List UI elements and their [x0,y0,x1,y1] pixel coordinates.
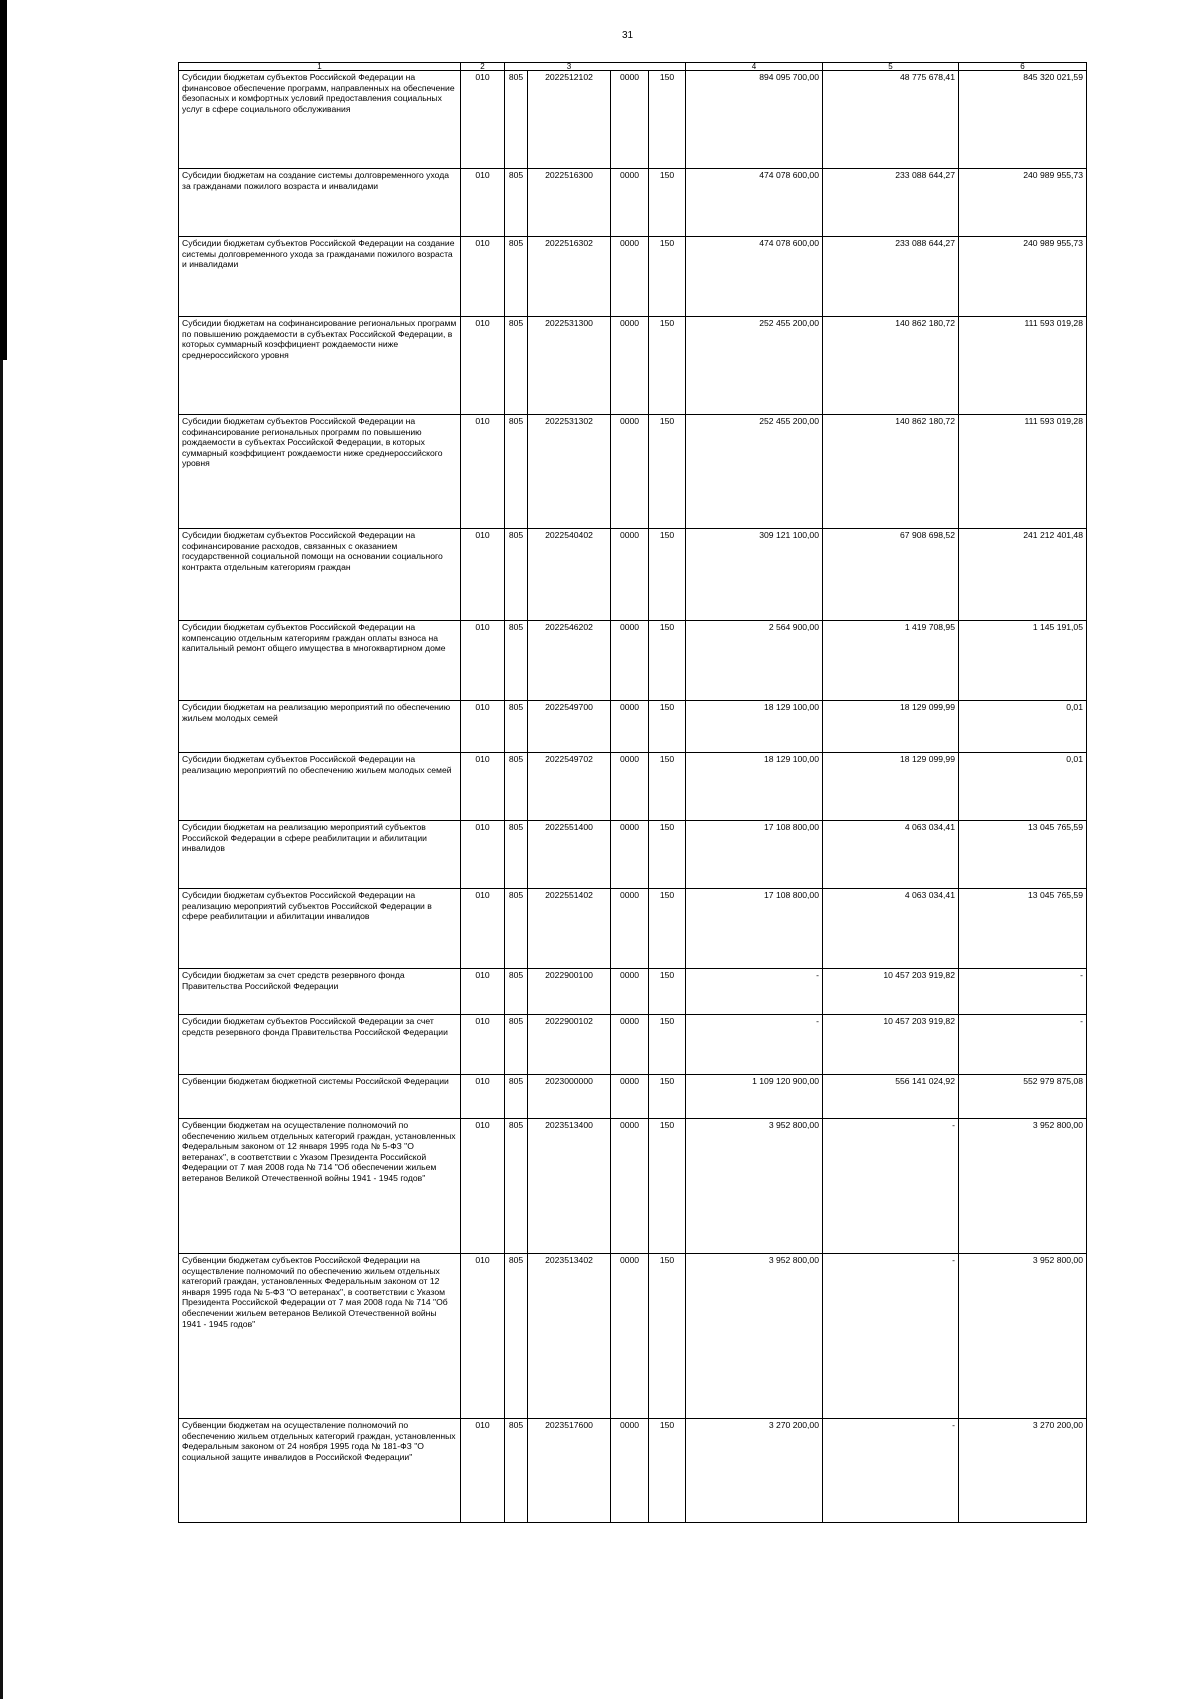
row-budget-code: 2023517600 [528,1419,611,1523]
table-row [179,821,1087,889]
row-sub-code: 805 [505,621,528,701]
row-remaining-amount: 111 593 019,28 [959,415,1087,529]
table-row [179,529,1087,621]
row-executed-amount: 1 419 708,95 [823,621,959,701]
row-remaining-amount: 0,01 [959,753,1087,821]
row-budget-code: 2022900100 [528,969,611,1015]
budget-table [178,62,1087,1523]
row-program-code: 0000 [611,889,649,969]
page-number: 31 [622,30,634,41]
row-sub-code: 805 [505,169,528,237]
row-budget-code: 2023513402 [528,1254,611,1419]
table-row [179,1419,1087,1523]
row-sub-code: 805 [505,1075,528,1119]
row-program-code: 0000 [611,1419,649,1523]
row-kind-code: 150 [649,1015,686,1075]
table-row [179,1075,1087,1119]
row-kind-code: 150 [649,1075,686,1119]
row-sub-code: 805 [505,1015,528,1075]
row-executed-amount: 4 063 034,41 [823,889,959,969]
table-row [179,415,1087,529]
row-kind-code: 150 [649,1419,686,1523]
row-admin-code: 010 [461,889,505,969]
row-admin-code: 010 [461,169,505,237]
header-row [179,63,1087,71]
row-program-code: 0000 [611,71,649,169]
table-row [179,71,1087,169]
row-planned-amount: 474 078 600,00 [686,169,823,237]
row-remaining-amount: 240 989 955,73 [959,169,1087,237]
row-executed-amount: 233 088 644,27 [823,237,959,317]
row-remaining-amount: 3 270 200,00 [959,1419,1087,1523]
row-executed-amount: 18 129 099,99 [823,753,959,821]
header-col-2: 2 [461,63,505,71]
row-planned-amount: 3 952 800,00 [686,1119,823,1254]
row-planned-amount: 894 095 700,00 [686,71,823,169]
row-budget-code: 2022516300 [528,169,611,237]
row-kind-code: 150 [649,701,686,753]
row-executed-amount: - [823,1119,959,1254]
table-row [179,969,1087,1015]
row-executed-amount: 556 141 024,92 [823,1075,959,1119]
header-col-5: 5 [823,63,959,71]
row-sub-code: 805 [505,753,528,821]
row-executed-amount: 140 862 180,72 [823,415,959,529]
row-remaining-amount: 13 045 765,59 [959,821,1087,889]
row-budget-code: 2022549702 [528,753,611,821]
header-col-3-spacer [611,63,649,71]
row-admin-code: 010 [461,317,505,415]
table-row [179,169,1087,237]
row-remaining-amount: 3 952 800,00 [959,1119,1087,1254]
table-row [179,621,1087,701]
row-program-code: 0000 [611,1015,649,1075]
row-program-code: 0000 [611,701,649,753]
row-planned-amount: 17 108 800,00 [686,821,823,889]
row-budget-code: 2023000000 [528,1075,611,1119]
row-remaining-amount: - [959,1015,1087,1075]
row-remaining-amount: - [959,969,1087,1015]
table-row [179,237,1087,317]
row-budget-code: 2022551400 [528,821,611,889]
row-description: Субвенции бюджетам бюджетной системы Российской Федерации [179,1075,461,1119]
table-row [179,317,1087,415]
row-description: Субсидии бюджетам на софинансирование региональных программ по повышению рождаемости в субъектах Российской Федерации, в которых суммарный коэффициент рождаемости ниже среднероссийского уровня [179,317,461,415]
row-sub-code: 805 [505,701,528,753]
row-admin-code: 010 [461,237,505,317]
row-sub-code: 805 [505,71,528,169]
row-executed-amount: 18 129 099,99 [823,701,959,753]
row-sub-code: 805 [505,237,528,317]
row-kind-code: 150 [649,317,686,415]
row-kind-code: 150 [649,529,686,621]
row-admin-code: 010 [461,1419,505,1523]
row-admin-code: 010 [461,1075,505,1119]
table-row [179,889,1087,969]
row-budget-code: 2022516302 [528,237,611,317]
row-admin-code: 010 [461,821,505,889]
table-row [179,1015,1087,1075]
header-col-6: 6 [959,63,1087,71]
row-sub-code: 805 [505,969,528,1015]
row-planned-amount: 474 078 600,00 [686,237,823,317]
row-program-code: 0000 [611,317,649,415]
row-budget-code: 2022551402 [528,889,611,969]
row-remaining-amount: 13 045 765,59 [959,889,1087,969]
row-remaining-amount: 552 979 875,08 [959,1075,1087,1119]
row-description: Субсидии бюджетам на реализацию мероприятий субъектов Российской Федерации в сфере реабилитации и абилитации инвалидов [179,821,461,889]
row-planned-amount: 2 564 900,00 [686,621,823,701]
row-planned-amount: 17 108 800,00 [686,889,823,969]
row-description: Субсидии бюджетам субъектов Российской Федерации за счет средств резервного фонда Правительства Российской Федерации [179,1015,461,1075]
row-admin-code: 010 [461,1015,505,1075]
row-program-code: 0000 [611,621,649,701]
row-admin-code: 010 [461,529,505,621]
row-description: Субвенции бюджетам на осуществление полномочий по обеспечению жильем отдельных категорий граждан, установленных Федеральным законом от 12 января 1995 года № 5-ФЗ "О ветеранах", в соответствии с Указом Президента Российской Федерации от 7 мая 2008 года № 714 "Об обеспечении жильем ветеранов Великой Отечественной войны 1941 - 1945 годов" [179,1119,461,1254]
row-sub-code: 805 [505,821,528,889]
row-kind-code: 150 [649,821,686,889]
row-sub-code: 805 [505,415,528,529]
row-kind-code: 150 [649,753,686,821]
row-remaining-amount: 0,01 [959,701,1087,753]
table-row [179,1119,1087,1254]
row-description: Субсидии бюджетам субъектов Российской Федерации на софинансирование расходов, связанных с оказанием государственной социальной помощи на основании социального контракта отдельным категориям граждан [179,529,461,621]
row-program-code: 0000 [611,169,649,237]
row-program-code: 0000 [611,529,649,621]
table-row [179,753,1087,821]
row-description: Субсидии бюджетам на создание системы долговременного ухода за гражданами пожилого возраста и инвалидами [179,169,461,237]
row-executed-amount: 140 862 180,72 [823,317,959,415]
row-admin-code: 010 [461,969,505,1015]
row-program-code: 0000 [611,1254,649,1419]
row-executed-amount: 67 908 698,52 [823,529,959,621]
row-kind-code: 150 [649,1254,686,1419]
row-program-code: 0000 [611,969,649,1015]
row-program-code: 0000 [611,821,649,889]
row-description: Субвенции бюджетам субъектов Российской Федерации на осуществление полномочий по обеспечению жильем отдельных категорий граждан, установленных Федеральным законом от 12 января 1995 года № 5-ФЗ "О ветеранах", в соответствии с Указом Президента Российской Федерации от 7 мая 2008 года № 714 "Об обеспечении жильем ветеранов Великой Отечественной войны 1941 - 1945 годов" [179,1254,461,1419]
row-program-code: 0000 [611,237,649,317]
row-admin-code: 010 [461,753,505,821]
row-planned-amount: - [686,1015,823,1075]
row-description: Субсидии бюджетам субъектов Российской Федерации на реализацию мероприятий субъектов Российской Федерации в сфере реабилитации и абилитации инвалидов [179,889,461,969]
row-budget-code: 2022531300 [528,317,611,415]
row-remaining-amount: 241 212 401,48 [959,529,1087,621]
row-planned-amount: 1 109 120 900,00 [686,1075,823,1119]
table-row [179,701,1087,753]
row-remaining-amount: 3 952 800,00 [959,1254,1087,1419]
row-budget-code: 2022512102 [528,71,611,169]
table-row [179,1254,1087,1419]
row-remaining-amount: 240 989 955,73 [959,237,1087,317]
row-program-code: 0000 [611,1119,649,1254]
row-program-code: 0000 [611,415,649,529]
row-executed-amount: 233 088 644,27 [823,169,959,237]
row-admin-code: 010 [461,1254,505,1419]
row-planned-amount: 252 455 200,00 [686,415,823,529]
row-budget-code: 2022531302 [528,415,611,529]
row-executed-amount: - [823,1419,959,1523]
row-executed-amount: 4 063 034,41 [823,821,959,889]
header-col-1: 1 [179,63,461,71]
header-col-3-spacer [505,63,528,71]
row-sub-code: 805 [505,1119,528,1254]
row-admin-code: 010 [461,1119,505,1254]
row-executed-amount: 10 457 203 919,82 [823,1015,959,1075]
row-planned-amount: 3 270 200,00 [686,1419,823,1523]
row-budget-code: 2023513400 [528,1119,611,1254]
row-planned-amount: 309 121 100,00 [686,529,823,621]
header-col-3-spacer [649,63,686,71]
row-description: Субсидии бюджетам субъектов Российской Федерации на компенсацию отдельным категориям граждан оплаты взноса на капитальный ремонт общего имущества в многоквартирном доме [179,621,461,701]
row-kind-code: 150 [649,237,686,317]
header-col-3: 3 [528,63,611,71]
row-kind-code: 150 [649,169,686,237]
row-budget-code: 2022549700 [528,701,611,753]
row-description: Субсидии бюджетам за счет средств резервного фонда Правительства Российской Федерации [179,969,461,1015]
scan-edge-shadow [0,0,7,360]
row-sub-code: 805 [505,529,528,621]
row-kind-code: 150 [649,621,686,701]
row-sub-code: 805 [505,1254,528,1419]
row-kind-code: 150 [649,889,686,969]
row-description: Субсидии бюджетам на реализацию мероприятий по обеспечению жильем молодых семей [179,701,461,753]
row-admin-code: 010 [461,621,505,701]
row-planned-amount: 18 129 100,00 [686,701,823,753]
row-sub-code: 805 [505,317,528,415]
scan-edge-line [0,360,3,1699]
row-planned-amount: 18 129 100,00 [686,753,823,821]
row-planned-amount: - [686,969,823,1015]
row-executed-amount: 48 775 678,41 [823,71,959,169]
row-kind-code: 150 [649,969,686,1015]
row-remaining-amount: 845 320 021,59 [959,71,1087,169]
row-admin-code: 010 [461,701,505,753]
row-sub-code: 805 [505,1419,528,1523]
row-remaining-amount: 111 593 019,28 [959,317,1087,415]
row-description: Субсидии бюджетам субъектов Российской Федерации на реализацию мероприятий по обеспечению жильем молодых семей [179,753,461,821]
row-kind-code: 150 [649,1119,686,1254]
row-admin-code: 010 [461,415,505,529]
row-budget-code: 2022900102 [528,1015,611,1075]
row-planned-amount: 3 952 800,00 [686,1254,823,1419]
row-executed-amount: - [823,1254,959,1419]
header-col-4: 4 [686,63,823,71]
row-kind-code: 150 [649,71,686,169]
row-budget-code: 2022546202 [528,621,611,701]
row-program-code: 0000 [611,1075,649,1119]
row-budget-code: 2022540402 [528,529,611,621]
row-description: Субсидии бюджетам субъектов Российской Федерации на создание системы долговременного ухода за гражданами пожилого возраста и инвалидами [179,237,461,317]
row-executed-amount: 10 457 203 919,82 [823,969,959,1015]
row-program-code: 0000 [611,753,649,821]
row-kind-code: 150 [649,415,686,529]
row-admin-code: 010 [461,71,505,169]
row-description: Субсидии бюджетам субъектов Российской Федерации на финансовое обеспечение программ, направленных на обеспечение безопасных и комфортных условий предоставления социальных услуг в сфере социального обслуживания [179,71,461,169]
row-description: Субсидии бюджетам субъектов Российской Федерации на софинансирование региональных программ по повышению рождаемости в субъектах Российской Федерации, в которых суммарный коэффициент рождаемости ниже среднероссийского уровня [179,415,461,529]
row-remaining-amount: 1 145 191,05 [959,621,1087,701]
row-description: Субвенции бюджетам на осуществление полномочий по обеспечению жильем отдельных категорий граждан, установленных Федеральным законом от 24 ноября 1995 года № 181-ФЗ "О социальной защите инвалидов в Российской Федерации" [179,1419,461,1523]
row-sub-code: 805 [505,889,528,969]
row-planned-amount: 252 455 200,00 [686,317,823,415]
